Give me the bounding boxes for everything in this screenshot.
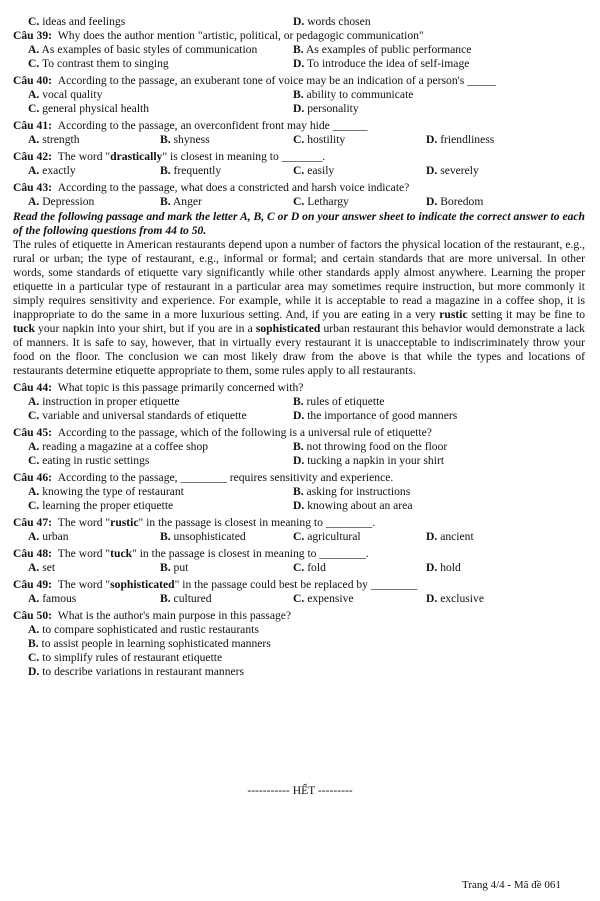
- option-a: A. Depression: [28, 195, 95, 208]
- option-b: B. ability to communicate: [293, 88, 414, 101]
- option-d: D. the importance of good manners: [293, 409, 458, 422]
- question-stem: Câu 43: According to the passage, what does a constricted and harsh voice indicate?: [13, 181, 410, 194]
- option-c: C. to simplify rules of restaurant etiquette: [28, 651, 223, 664]
- keyword-tuck: tuck: [13, 322, 35, 335]
- option-b: B. frequently: [160, 164, 222, 177]
- section-instruction: Read the following passage and mark the letter A, B, C or D on your answer sheet to indicate the correct answer to each of the following questions from 44 to 50.: [13, 210, 585, 237]
- option-a: A. famous: [28, 592, 77, 605]
- options-row: [13, 164, 585, 178]
- option-c: C. eating in rustic settings: [28, 454, 150, 467]
- option-a: A. instruction in proper etiquette: [28, 395, 180, 408]
- options-row: [13, 88, 585, 102]
- option-d: D. tucking a napkin in your shirt: [293, 454, 445, 467]
- option-d: D. to describe variations in restaurant manners: [28, 665, 245, 678]
- option-b: B. rules of etiquette: [293, 395, 385, 408]
- option-d: D. hold: [426, 561, 461, 574]
- question-stem: Câu 41: According to the passage, an overconfident front may hide ______: [13, 119, 368, 132]
- question-stem: Câu 50: What is the author's main purpose in this passage?: [13, 609, 292, 622]
- option-b: B. shyness: [160, 133, 210, 146]
- question-stem: Câu 46: According to the passage, ________ requires sensitivity and experience.: [13, 471, 394, 484]
- option-b: B. cultured: [160, 592, 212, 605]
- question-stem: Câu 40: According to the passage, an exuberant tone of voice may be an indication of a person's _____: [13, 74, 497, 87]
- option-d: D. ancient: [426, 530, 474, 543]
- options-row: [13, 195, 585, 209]
- option-b: B. put: [160, 561, 189, 574]
- option-c: C. learning the proper etiquette: [28, 499, 174, 512]
- option-d: D. Boredom: [426, 195, 484, 208]
- option-b: B. unsophisticated: [160, 530, 246, 543]
- option-c: C. fold: [293, 561, 326, 574]
- question-stem: Câu 42: The word "drastically" is closest in meaning to _______.: [13, 150, 326, 163]
- option-d: D. To introduce the idea of self-image: [293, 57, 470, 70]
- option-c: C. variable and universal standards of etiquette: [28, 409, 247, 422]
- option-d: D. personality: [293, 102, 359, 115]
- option-c: C. expensive: [293, 592, 354, 605]
- keyword-rustic: rustic: [439, 308, 468, 321]
- options-row: [13, 454, 585, 468]
- option-a: A. vocal quality: [28, 88, 103, 101]
- q38-options-row: [13, 15, 585, 29]
- end-marker: ----------- HẾT ---------: [247, 784, 353, 797]
- options-row: [13, 592, 585, 606]
- option-c: C. agricultural: [293, 530, 361, 543]
- options-row: [13, 43, 585, 57]
- reading-passage: The rules of etiquette in American restaurants depend upon a number of factors the physical location of the restaurant, e.g., rural or urban; the type of restaurant, e.g., informal or formal; and certain standards that are more universal. In other words, some standards of etiquette vary significantly while other standards apply almost anywhere. Learning the proper etiquette in a particular type of restaurant in a particular area may sometimes require instruction, but more commonly it simply requires sensitivity and experience. For example, while it is acceptable to read a magazine in a coffee shop, it is inappropriate to do the same in a more luxurious setting. And, if you are eating in a very rustic setting it may be fine to tuck your napkin into your shirt, but if you are in a sophisticated urban restaurant this behavior would demonstrate a lack of manners. It is safe to say, however, that in virtually every restaurant it is unacceptable to indiscriminately throw your food on the floor. The conclusion we can most likely draw from the above is that while the types and locations of restaurants determine etiquette appropriate to them, some rules apply to all restaurants.: [13, 238, 585, 377]
- option-b: B. to assist people in learning sophisticated manners: [28, 637, 271, 650]
- option-b: B. asking for instructions: [293, 485, 411, 498]
- option-a: A. reading a magazine at a coffee shop: [28, 440, 209, 453]
- options-row: [13, 133, 585, 147]
- option-c: C. ideas and feelings: [28, 15, 126, 28]
- option-d: D. words chosen: [293, 15, 371, 28]
- page-footer: Trang 4/4 - Mã đề 061: [462, 879, 561, 891]
- option-a: A. exactly: [28, 164, 76, 177]
- option-c: C. hostility: [293, 133, 346, 146]
- option-d: D. severely: [426, 164, 479, 177]
- question-stem: Câu 39: Why does the author mention "artistic, political, or pedagogic communication": [13, 29, 424, 42]
- option-b: B. As examples of public performance: [293, 43, 472, 56]
- option-d: D. knowing about an area: [293, 499, 413, 512]
- question-stem: Câu 45: According to the passage, which of the following is a universal rule of etiquette?: [13, 426, 432, 439]
- question-stem: Câu 44: What topic is this passage primarily concerned with?: [13, 381, 304, 394]
- options-row: [13, 499, 585, 513]
- option-c: C. easily: [293, 164, 335, 177]
- option-a: A. to compare sophisticated and rustic restaurants: [28, 623, 259, 636]
- question-stem: Câu 48: The word "tuck" in the passage is closest in meaning to ________.: [13, 547, 369, 560]
- question-stem: Câu 47: The word "rustic" in the passage is closest in meaning to ________.: [13, 516, 376, 529]
- option-b: B. not throwing food on the floor: [293, 440, 448, 453]
- option-c: C. general physical health: [28, 102, 150, 115]
- options-row: [13, 485, 585, 499]
- options-row: [13, 395, 585, 409]
- options-row: [13, 57, 585, 71]
- option-a: A. urban: [28, 530, 69, 543]
- option-a: A. set: [28, 561, 56, 574]
- option-a: A. As examples of basic styles of communication: [28, 43, 258, 56]
- option-d: D. friendliness: [426, 133, 495, 146]
- options-row: [13, 102, 585, 116]
- options-row: [13, 409, 585, 423]
- keyword-sophisticated: sophisticated: [255, 322, 321, 335]
- exam-page: [13, 15, 585, 679]
- options-row: [13, 561, 585, 575]
- question-stem: Câu 49: The word "sophisticated" in the passage could best be replaced by ________: [13, 578, 418, 591]
- option-c: C. To contrast them to singing: [28, 57, 169, 70]
- options-row: [13, 530, 585, 544]
- option-a: A. knowing the type of restaurant: [28, 485, 184, 498]
- options-row: [13, 440, 585, 454]
- option-c: C. Lethargy: [293, 195, 349, 208]
- option-b: B. Anger: [160, 195, 202, 208]
- option-d: D. exclusive: [426, 592, 484, 605]
- option-a: A. strength: [28, 133, 80, 146]
